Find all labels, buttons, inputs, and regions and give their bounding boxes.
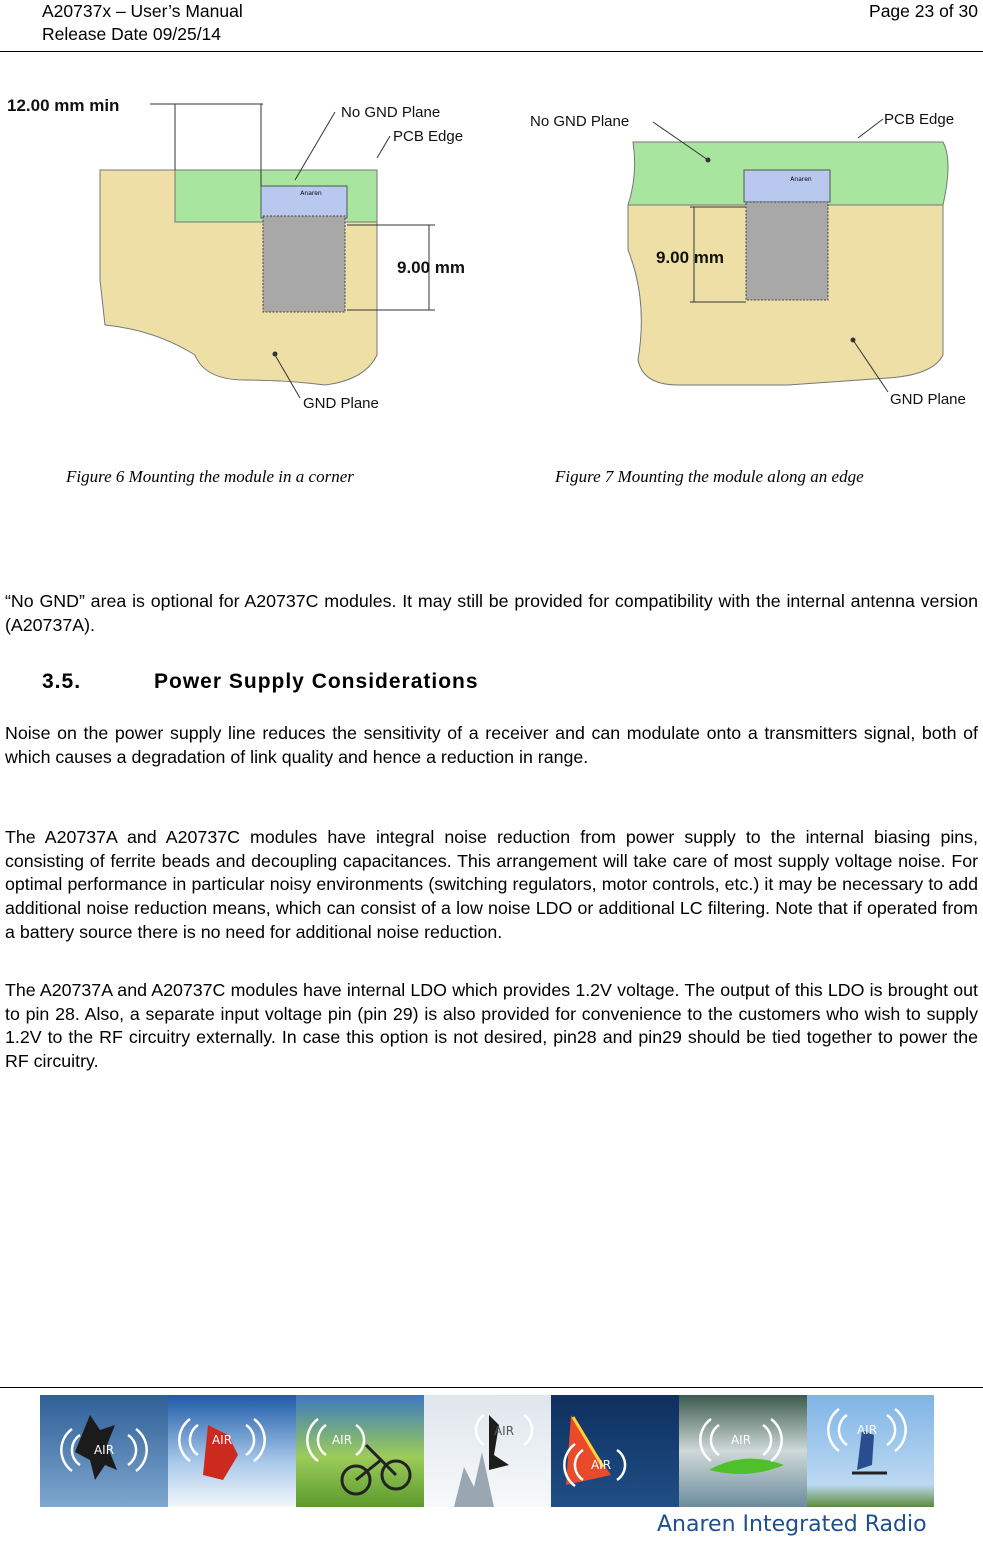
footer-panel-skateboarder: [807, 1395, 934, 1507]
figure-7-edge-mounting: [528, 100, 983, 415]
label-no-gnd-plane: No GND Plane: [341, 104, 441, 121]
release-date: Release Date 09/25/14: [42, 24, 222, 44]
air-badge: AIR: [93, 1443, 115, 1457]
air-badge: AIR: [211, 1433, 233, 1447]
leader-dot: [851, 338, 856, 343]
module-body: [746, 202, 828, 300]
label-gnd-plane: GND Plane: [890, 391, 966, 408]
paragraph-no-gnd: “No GND” area is optional for A20737C modules. It may still be provided for compatibility with the internal antenna version (A20737A).: [5, 591, 978, 635]
paragraph-noise-reduction: The A20737A and A20737C modules have integral noise reduction from power supply to the internal biasing pins, consisting of ferrite beads and decoupling capacitances. This arrangement will take care of most supply voltage noise. For optimal performance in particular noisy environments (switching regulators, motor controls, etc.) it may be necessary to add additional noise reduction means, which can consist of a low noise LDO or additional LC filtering. Note that if operated from a battery source there is no need for additional noise reduction.: [5, 827, 978, 942]
leader-dot: [273, 352, 278, 357]
label-9mm: 9.00 mm: [397, 258, 466, 277]
footer-image-strip: [40, 1395, 934, 1507]
section-heading: [42, 670, 479, 694]
paragraph-noise: Noise on the power supply line reduces the sensitivity of a receiver and can modulate onto a transmitters signal, both of which causes a degradation of link quality and hence a reduction in range.: [5, 723, 978, 767]
module-top: [744, 170, 830, 202]
leader-dot: [706, 158, 711, 163]
label-no-gnd-plane: No GND Plane: [530, 113, 630, 130]
label-gnd-plane: GND Plane: [303, 395, 379, 412]
footer-panel-kayaker: [679, 1395, 807, 1507]
leader-pcb-edge: [377, 136, 390, 158]
section-title: Power Supply Considerations: [154, 670, 479, 693]
document-header: [42, 0, 243, 46]
module-logo: Anaren: [790, 176, 812, 183]
section-number: 3.5.: [42, 670, 82, 693]
label-9mm: 9.00 mm: [656, 248, 725, 267]
footer-panel-jumper: [40, 1395, 168, 1507]
air-badge: AIR: [493, 1424, 515, 1438]
module-logo: Anaren: [300, 190, 322, 197]
leader-pcb-edge: [858, 119, 883, 138]
footer-panel-skier: [168, 1395, 296, 1507]
manual-title: A20737x – User’s Manual: [42, 1, 243, 21]
footer-panel-cyclist: [296, 1395, 424, 1507]
label-pcb-edge: PCB Edge: [393, 128, 464, 145]
figure-6-caption: Figure 6 Mounting the module in a corner: [66, 467, 354, 486]
label-12mm-min: 12.00 mm min: [7, 96, 120, 115]
paragraph-ldo: The A20737A and A20737C modules have internal LDO which provides 1.2V voltage. The output of this LDO is brought out to pin 28. Also, a separate input voltage pin (pin 29) is also provided for convenience to the customers who wish to supply 1.2V to the RF circuitry externally. In case this option is not desired, pin28 and pin29 should be tied together to power the RF circuitry.: [5, 980, 978, 1072]
air-badge: AIR: [331, 1433, 353, 1447]
air-badge: AIR: [590, 1458, 612, 1472]
brand-tagline: Anaren Integrated Radio: [657, 1512, 927, 1537]
footer-divider: [0, 1387, 983, 1388]
figure-7-caption: Figure 7 Mounting the module along an edge: [555, 467, 864, 486]
footer-panel-windsurfer: [551, 1395, 679, 1507]
module-body: [263, 216, 345, 312]
air-badge: AIR: [856, 1423, 878, 1437]
footer-panel-snowboarder: [424, 1395, 551, 1507]
page-number: Page 23 of 30: [869, 1, 978, 21]
figure-6-corner-mounting: [5, 80, 485, 420]
air-badge: AIR: [730, 1433, 752, 1447]
label-pcb-edge: PCB Edge: [884, 111, 955, 128]
header-divider: [0, 51, 983, 52]
